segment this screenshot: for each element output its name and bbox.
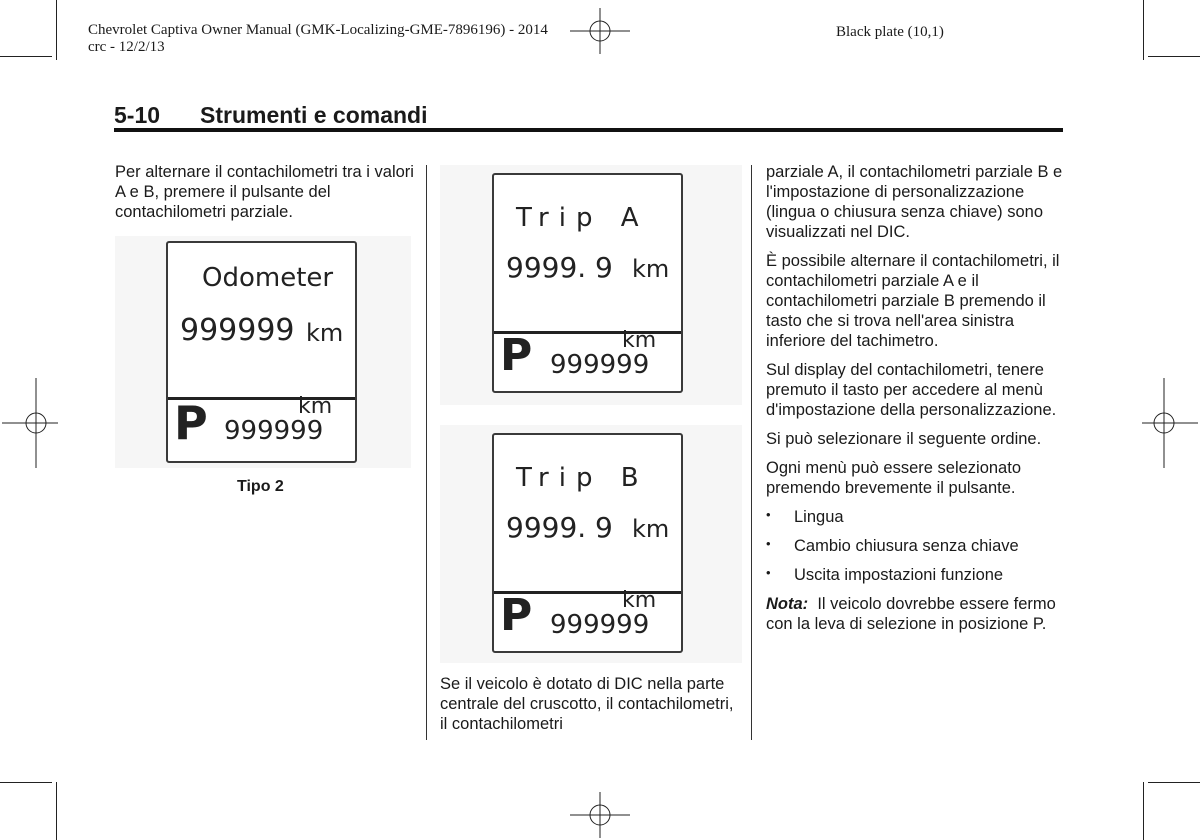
note — [766, 594, 1068, 634]
display-title: Trip B — [516, 463, 649, 493]
list-item: • Cambio chiusura senza chiave — [766, 536, 1019, 555]
bullet-icon: • — [766, 507, 771, 522]
header-line-2: crc - 12/2/13 — [88, 39, 165, 55]
column-2-paragraph: Se il veicolo è dotato di DIC nella parte centrale del cruscotto, il contachilometri, il contachilometri — [440, 675, 734, 733]
gear-indicator: P — [500, 590, 533, 641]
trip-a-display — [492, 173, 683, 393]
lower-value: 999999 — [550, 350, 650, 380]
registration-target-icon — [570, 792, 630, 838]
header-line-1: Chevrolet Captiva Owner Manual (GMK-Localizing-GME-7896196) - 2014 — [88, 22, 548, 38]
list-item: • Uscita impostazioni funzione — [766, 565, 1004, 584]
registration-target-icon — [2, 378, 58, 468]
lower-unit: km — [298, 394, 333, 419]
lower-value: 999999 — [550, 610, 650, 640]
display-value: 9999. 9 — [506, 251, 613, 284]
gear-indicator: P — [174, 396, 208, 450]
display-value: 9999. 9 — [506, 511, 613, 544]
registration-target-icon — [570, 8, 630, 54]
list-item: • Lingua — [766, 507, 844, 526]
display-unit: km — [306, 319, 344, 347]
lower-unit: km — [622, 588, 657, 613]
display-unit: km — [632, 255, 670, 283]
note-label: Nota: — [766, 595, 809, 613]
column-3-text — [766, 162, 1068, 643]
lower-value: 999999 — [224, 416, 324, 446]
paragraph: Sul display del contachilometri, tenere premuto il tasto per accedere al menù d'impostazione della personalizzazione. — [766, 361, 1057, 419]
plate-label: Black plate (10,1) — [836, 24, 944, 40]
display-unit: km — [632, 515, 670, 543]
bullet-icon: • — [766, 565, 771, 580]
column-divider — [751, 165, 752, 740]
display-title: Odometer — [202, 263, 334, 293]
section-number: 5-10 — [114, 102, 161, 128]
figure-caption: Tipo 2 — [237, 478, 284, 495]
note-text: Il veicolo dovrebbe essere fermo con la leva di selezione in posizione P. — [766, 595, 1056, 633]
print-header — [88, 22, 548, 56]
column-divider — [426, 165, 427, 740]
lower-unit: km — [622, 328, 657, 353]
paragraph: Ogni menù può essere selezionato premendo brevemente il pulsante. — [766, 459, 1021, 497]
display-lower-panel — [494, 328, 681, 391]
paragraph: È possibile alternare il contachilometri, il contachilometri parziale A e il contachilometri parziale B premendo il tasto che si trova nell'area sinistra inferiore del tachimetro. — [766, 252, 1060, 350]
display-lower-panel — [494, 588, 681, 651]
odometer-display — [166, 241, 357, 463]
bullet-list — [766, 507, 1068, 585]
section-title: Strumenti e comandi — [200, 102, 428, 128]
section-rule — [114, 128, 1063, 132]
gear-indicator: P — [500, 330, 533, 381]
display-lower-panel — [168, 394, 355, 461]
trip-b-display — [492, 433, 683, 653]
registration-target-icon — [1142, 378, 1198, 468]
display-title: Trip A — [516, 203, 649, 233]
paragraph: parziale A, il contachilometri parziale B e l'impostazione di personalizzazione (lingua o chiusura senza chiave) sono visualizzati nel DIC. — [766, 163, 1063, 241]
column-1-paragraph: Per alternare il contachilometri tra i valori A e B, premere il pulsante del contachilometri parziale. — [115, 163, 414, 221]
display-value: 999999 — [180, 313, 295, 348]
bullet-icon: • — [766, 536, 771, 551]
paragraph: Si può selezionare il seguente ordine. — [766, 430, 1042, 448]
